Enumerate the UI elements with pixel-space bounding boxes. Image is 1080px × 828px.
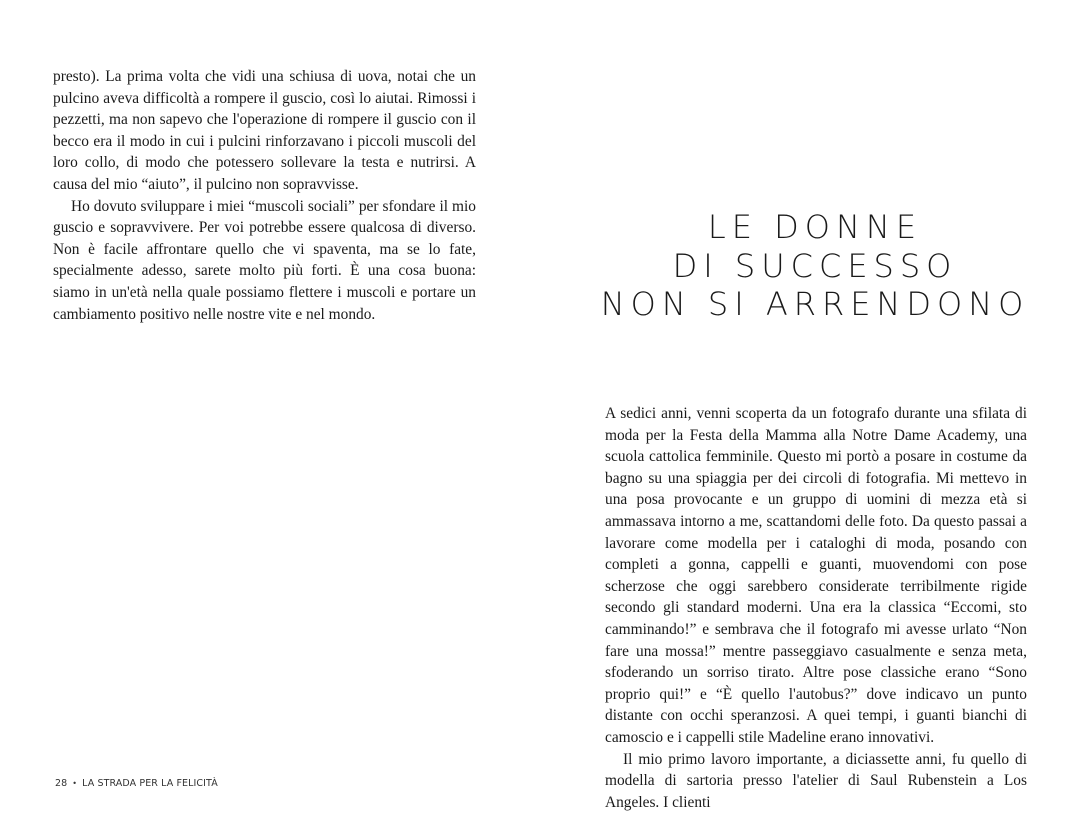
page-footer [55,778,218,789]
right-page [540,0,1080,828]
chapter-title-line: NON SI ARRENDONO [600,285,1030,323]
paragraph: presto). La prima volta che vidi una schiusa di uova, notai che un pulcino aveva difficoltà a rompere il guscio, così lo aiutai. Rimossi i pezzetti, ma non sapevo che l'operazione di rompere il guscio con il becco era il modo in cui i pulcini rinforzavano i piccoli muscoli del loro collo, di modo che potessero sollevare la testa e nutrirsi. A causa del mio “aiuto”, il pulcino non sopravvisse. [53,68,476,193]
paragraph: A sedici anni, venni scoperta da un fotografo durante una sfilata di moda per la Festa della Mamma alla Notre Dame Academy, una scuola cattolica femminile. Questo mi portò a posare in costume da bagno su una spiaggia per dei circoli di fotografia. Mi mettevo in una posa provocante e un gruppo di uomini di mezza età si ammassava intorno a me, scattandomi delle foto. Da questo passai a lavorare come modella per i cataloghi di moda, posando con completi a gonna, cappelli e guanti, muovendomi con pose scherzose che oggi sarebbero considerate terribilmente rigide secondo gli standard moderni. Una era la classica “Eccomi, sto camminando!” e sembrava che il fotografo mi avesse urlato “Non fare una mossa!” mentre passeggiavo casualmente e senza meta, sfoderando un sorriso tirato. Altre pose classiche erano “Sono proprio qui!” e “È quello l'autobus?” dove indicavo un punto distante con occhi speranzosi. A quei tempi, i guanti bianchi di camoscio e i cappelli stile Madeline erano innovativi. [605,405,1027,746]
chapter-title-line: LE DONNE [707,208,923,246]
bullet-separator: • [72,779,78,788]
left-page-body [53,66,476,325]
running-title: LA STRADA PER LA FELICITÀ [82,778,218,789]
chapter-title [600,208,1030,324]
paragraph: Ho dovuto sviluppare i miei “muscoli sociali” per sfondare il mio guscio e sopravvivere. Per voi potrebbe essere qualcosa di diverso. Non è facile affrontare quello che vi spaventa, ma se lo fate, specialmente adesso, sarete molto più forti. È una cosa buona: siamo in un'età nella quale possiamo flettere i muscoli e portare un cambiamento positivo nelle nostre vite e nel mondo. [53,197,476,323]
chapter-title-line: DI SUCCESSO [672,246,958,285]
paragraph: Il mio primo lavoro importante, a diciassette anni, fu quello di modella di sartoria presso l'atelier di Saul Rubenstein a Los Angeles. I clienti [605,750,1027,811]
page-number: 28 [55,778,68,789]
right-page-body [605,403,1027,813]
